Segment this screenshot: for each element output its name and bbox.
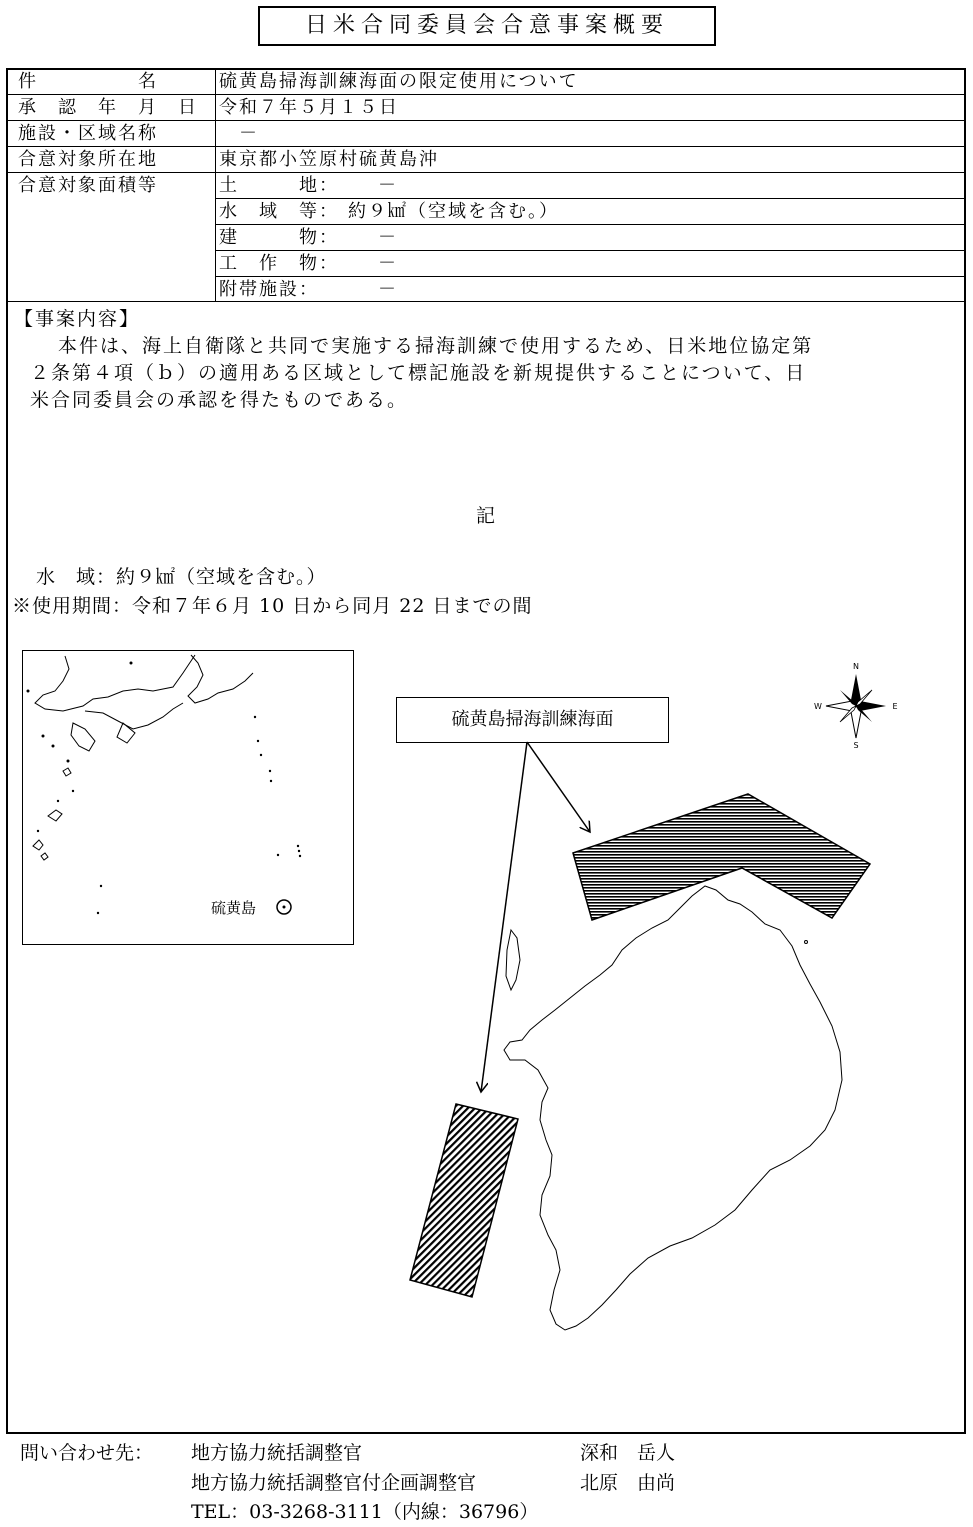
contact-name-1: 深和 岳人 [580,1442,676,1464]
document-title: 日米合同委員会合意事案概要 [258,6,716,46]
value-facility-name: － [219,123,259,144]
area-key-ancillary: 附帯施設： [219,279,319,300]
usage-period-text: ※使用期間：令和７年６月 10 日から同月 22 日までの間 [12,595,533,617]
table-rule [7,146,965,147]
table-rule [215,198,965,199]
contact-tel: TEL：03-3268-3111（内線：36796） [191,1501,539,1523]
compass-icon [812,660,902,752]
table-rule [7,301,965,302]
label-location: 合意対象所在地 [18,149,158,170]
area-value-building: － [378,227,398,248]
area-key-structure: 工 作 物： [219,253,339,274]
content-line-2: ２条第４項（ｂ）の適用ある区域として標記施設を新規提供することについて、日 [30,362,807,384]
rock-mark [805,941,808,944]
iwoto-map [380,650,920,1340]
table-rule [215,250,965,251]
table-rule [215,224,965,225]
island-outline [504,886,842,1330]
inset-map [22,650,354,945]
callout-arrow-west [481,742,527,1092]
area-value-water: 約９㎢（空域を含む。） [348,201,559,222]
compass-s: S [853,741,859,750]
training-area-callout: 硫黄島掃海訓練海面 [396,697,669,743]
callout-arrow-north [527,742,590,832]
area-key-water: 水 域 等： [219,201,339,222]
value-approval-date: 令和７年５月１５日 [219,97,399,118]
area-value-land: － [378,175,398,196]
area-value-ancillary: － [378,279,398,300]
inset-map-outline [23,651,353,944]
compass-w: W [814,702,822,711]
islet [506,930,520,990]
label-area: 合意対象面積等 [18,175,158,196]
table-rule [215,276,965,277]
compass-e: E [892,702,898,711]
training-area-west [410,1104,518,1297]
area-key-building: 建 物： [219,227,339,248]
area-value-structure: － [378,253,398,274]
table-rule [7,172,965,173]
training-area-north [573,794,870,920]
label-approval-date: 承 認 年 月 日 [18,97,198,118]
table-rule [7,120,965,121]
content-heading: 【事案内容】 [14,308,141,330]
content-line-1: 本件は、海上自衛隊と共同で実施する掃海訓練で使用するため、日米地位協定第 [58,335,814,357]
table-rule [7,94,965,95]
value-location: 東京都小笠原村硫黄島沖 [219,149,439,170]
content-line-3: 米合同委員会の承認を得たものである。 [30,389,409,411]
contact-label: 問い合わせ先： [20,1442,154,1464]
area-key-land: 土 地： [219,175,339,196]
inset-iwoto-label: 硫黄島 [211,899,257,917]
label-facility-name: 施設・区域名称 [18,123,158,144]
table-divider [215,69,216,301]
contact-name-2: 北原 由尚 [580,1472,676,1494]
compass-n: N [853,662,859,671]
value-subject: 硫黄島掃海訓練海面の限定使用について [219,71,579,92]
water-area-text: 水 域：約９㎢（空域を含む。） [36,566,327,588]
ki-heading: 記 [476,505,498,527]
label-subject: 件 名 [18,71,158,92]
contact-title-2: 地方協力統括調整官付企画調整官 [191,1472,477,1494]
contact-title-1: 地方協力統括調整官 [191,1442,363,1464]
